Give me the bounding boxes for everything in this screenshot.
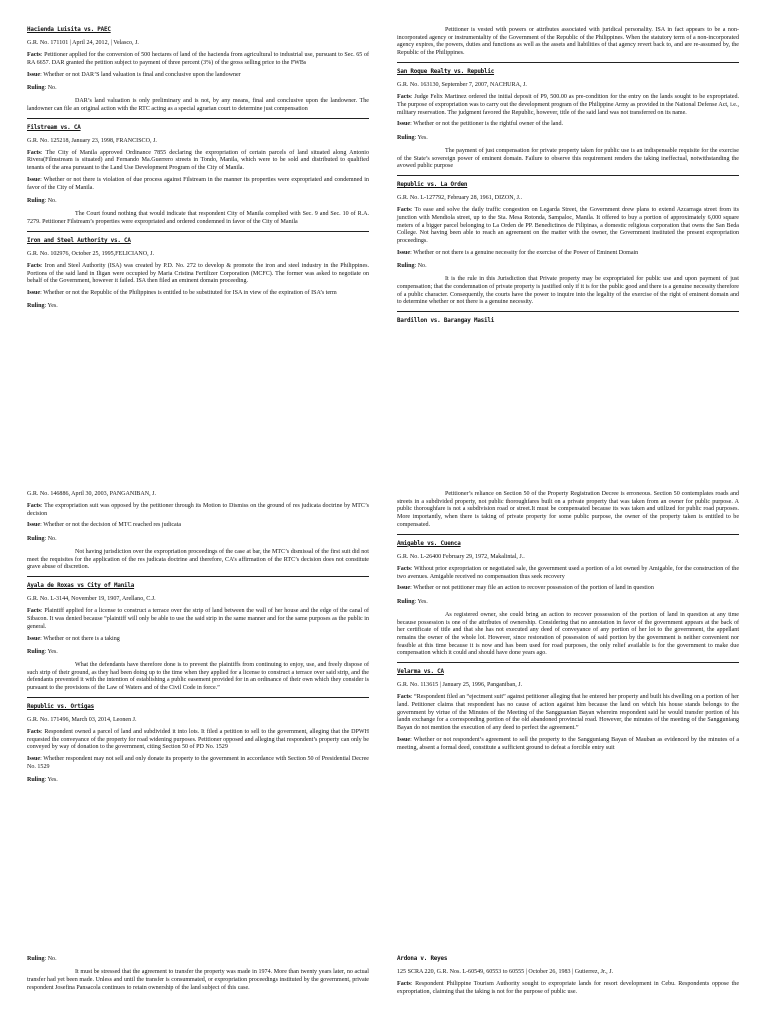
ruling-text: Yes. <box>47 303 58 310</box>
issue-label: Issue <box>397 585 411 592</box>
issue-label: Issue <box>27 177 41 184</box>
case-ruling: Ruling: No. <box>27 956 57 962</box>
case-ruling: Ruling: No. <box>397 263 427 270</box>
case-discussion: Petitioner is vested with powers or attributes associated with juridical personality. ISA in fact appears to be a non-incorporated agency or instrumentality of the Government of the Republic of the Philippines. When the statutory term of a non-incorporated agency expires, the powers, duties and functions as well as the assets and liabilities of that agency revert back to, and are re-assumed by, the Republic of the Philippines. <box>397 27 739 57</box>
ruling-label: Ruling <box>397 598 415 605</box>
ruling-text: No. <box>47 535 57 542</box>
divider <box>397 662 739 663</box>
case-title: Hacienda Luisita vs. PAEC <box>27 27 111 33</box>
issue-text: Whether or not petitioner may file an action to recover possession of the portion of land in question <box>413 585 654 592</box>
case-facts: Facts: To ease and solve the daily traffic congestion on Legarda Street, the Government drew plans to extend Azcarraga street from its junction with Mendiola street, up to the Sta. Mesa Rotonda, Sampaloc, Manila. It offered to buy a portion of approximately 6,000 square meters of a bigger parcel belonging to La Orden de PP. Benedictinos de Filipinas, a domestic religious corporation that owns the San Beda College. Not having been able to reach an agreement on the matter with the owner, the Government instituted the present expropriation proceedings. <box>397 207 739 244</box>
case-title: Republic vs. Ortigas <box>27 703 94 710</box>
case-title: Bardillon vs. Barangay Masili <box>397 318 495 325</box>
case-ruling: Ruling: Yes. <box>27 648 58 655</box>
facts-label: Facts <box>397 207 411 214</box>
case-title: Velarma vs. CA <box>397 669 444 676</box>
issue-label: Issue <box>397 249 411 256</box>
facts-text: Respondent Philippine Tourism Authority sought to expropriate lands for resort development in Cebu. Respondents oppose the expropriation, claiming that the taking is not for the purpose of public use. <box>397 981 739 995</box>
case-discussion: As registered owner, she could bring an action to recover possession of the portion of land in question at any time because possession is one of the attributes of ownership. Considering that no annotation in favor of the government appears at the back of her certificate of title and that she has not executed any deed of conveyance of any portion of her lot to the government, the appellant remains the owner of the whole lot. However, since restoration of possession of said portion by the government is neither convenient nor feasible at this time because it is now and has been used for road purposes, the only relief available is for the government to make due compensation which it could and should have done years ago. <box>397 611 739 657</box>
divider <box>27 576 369 577</box>
page3-right-column <box>397 956 739 1001</box>
case-title: Amigable vs. Cuenca <box>397 540 461 547</box>
case-title: Iron and Steel Authority vs. CA <box>27 237 131 244</box>
ruling-text: Yes. <box>417 598 428 605</box>
ruling-label: Ruling <box>27 777 45 784</box>
case-title: Republic vs. La Orden <box>397 182 468 189</box>
case-facts: Facts: Iron and Steel Authority (ISA) was created by P.D. No. 272 to develop & promote the iron and steel industry in the Philippines. Portions of the said land in Iligan were occupied by Maria Cristina Fertilizer Corporation (MCFC). The former was asked to negotiate on behalf of the Government, however it failed. ISA then filed an eminent domain proceeding. <box>27 262 369 285</box>
case-gr: G.R. No. L-26400 February 29, 1972, Makalintal, J.. <box>397 553 525 560</box>
case-discussion: It is the rule in this Jurisdiction that Private property may be expropriated for public use and upon payment of just compensation; that the condemnation of private property is justified only if it is for the public good and there is a genuine necessity therefore of a public character. Consequently, the courts have the power to inquire into the legality of the exercise of the right of eminent domain and to determine whether or not there is a genuine necessity. <box>397 276 739 306</box>
facts-label: Facts <box>27 149 41 156</box>
ruling-label: Ruling <box>27 648 45 655</box>
ruling-label: Ruling <box>397 263 415 270</box>
issue-label: Issue <box>397 737 411 743</box>
case-facts: Facts: Respondent Philippine Tourism Authority sought to expropriate lands for resort development in Cebu. Respondents oppose the expropriation, claiming that the taking is not for the purpose of public use. <box>397 981 739 995</box>
case-issue: Issue: Whether respondent may not sell and only donate its property to the government in accordance with Section 50 of Presidential Decree No. 1529 <box>27 756 369 771</box>
case-discussion: Not having jurisdiction over the expropriation proceedings of the case at bar, the MTC’s dismissal of the first suit did not meet the requisites for the application of the res judicata doctrine and therefore, CA’s affirmation of the RTC’s decision does not constitute grave abuse of discretion. <box>27 548 369 571</box>
case-issue: Issue: Whether or not petitioner may file an action to recover possession of the portion of land in question <box>397 585 654 592</box>
issue-label: Issue <box>27 522 41 529</box>
issue-label: Issue <box>27 635 41 642</box>
issue-text: Whether respondent may not sell and only donate its property to the government in accordance with Section 50 of Presidential Decree No. 1529 <box>27 756 369 771</box>
issue-text: Whether or not the petitioner is the rightful owner of the land. <box>413 121 563 128</box>
ruling-label: Ruling <box>27 956 45 962</box>
page1-left-column <box>27 27 369 315</box>
facts-label: Facts <box>397 981 411 988</box>
case-facts: Facts: Judge Felix Martinez ordered the initial deposit of P9, 500.00 as pre-condition for the entry on the lands sought to be expropriated. The purpose of expropriation was to carry out the development program of the Philippine Army as provided in the National Defense Act, i.e., military reservation. The judgment favored the Republic, however, title of the said land was not transferred on its name. <box>397 94 739 116</box>
case-issue: Issue: Whether or not the Republic of the Philippines is entitled to be substituted for ISA in view of the expiration of ISA’s term <box>27 290 337 297</box>
divider <box>397 175 739 176</box>
case-facts: Facts: Petitioner applied for the conversion of 500 hectares of land of the hacienda from agricultural to industrial use, pursuant to Sec. 65 of RA 6657. DAR granted the petition subject to payment of three percent (3%) of the gross selling price to the FWBs <box>27 52 369 66</box>
case-gr: G.R. No. 171496, March 03, 2014, Leonen J. <box>27 717 137 724</box>
case-gr: G.R. No. 146886, April 30, 2003, PANGANIBAN, J. <box>27 491 156 497</box>
case-discussion: Petitioner’s reliance on Section 50 of the Property Registration Decree is erroneous. Section 50 contemplates roads and streets in a subdivided property, not public thoroughfares built on a private property that was taken from an owner for public purpose. A public thoroughfare is not a subdivision road or street.It must be compensated because its was taken and utilized for public road purposes. More importantly, when there is taking of private property for some public purpose, the owner of the property taken is entitled to be compensated. <box>397 491 739 528</box>
issue-text: Whether or not there is a taking <box>43 635 120 642</box>
facts-text: To ease and solve the daily traffic congestion on Legarda Street, the Government drew plans to extend Azcarraga street from its junction with Mendiola street, up to the Sta. Mesa Rotonda, Sampaloc, Manila. It offered to buy a portion of approximately 6,000 square meters of a bigger parcel belonging to La Orden de PP. Benedictinos de Filipinas, a domestic religious corporation that owns the San Beda College. Not having been able to reach an agreement on the matter with the owner, the Government instituted the present expropriation proceedings. <box>397 207 739 244</box>
case-discussion: The Court found nothing that would indicate that respondent City of Manila complied with Sec. 9 and Sec. 10 of R.A. 7279. Petitioner Filstream’s properties were expropriated and ordered condemned in favor of the City of Manila <box>27 211 369 225</box>
case-gr: G.R. No. 171101 | April 24, 2012, | Velasco, J. <box>27 40 139 47</box>
facts-label: Facts <box>27 502 41 509</box>
ruling-label: Ruling <box>27 84 45 91</box>
issue-label: Issue <box>27 71 41 78</box>
case-facts: Facts: Plaintiff applied for a license to construct a terrace over the strip of land between the wall of her house and the edge of the canal of Sibacon. It was denied because “plaintiff will only be able to use the said strip in the same manner and for the same purposes as the public in general. <box>27 608 370 630</box>
facts-text: Without prior expropriation or negotiated sale, the government used a portion of a lot owned by Amigable, for the construction of the two avenues. Amigable received no compensation thus seek recovery <box>397 565 739 580</box>
ruling-label: Ruling <box>27 303 45 310</box>
case-facts: Facts: Respondent owned a parcel of land and subdivided it into lots. It filed a petition to sell to the government, alleging that the DPWH requested the conveyance of the property for road widening purposes. Petitioner opposed and alleging that respondent’s property can only be conveyed by way of donation to the government, citing Section 50 of PD No. 1529 <box>27 729 369 751</box>
issue-text: Whether or not the Republic of the Philippines is entitled to be substituted for ISA in view of the expiration of ISA’s term <box>43 290 337 297</box>
case-ruling: Ruling: No. <box>27 535 57 542</box>
divider <box>397 62 739 63</box>
divider <box>27 118 369 119</box>
case-gr: G.R. No. 113615 | January 25, 1996, Panganiban, J. <box>397 682 523 689</box>
case-ruling: Ruling: Yes. <box>27 777 58 784</box>
ruling-label: Ruling <box>27 197 45 204</box>
facts-text: Judge Felix Martinez ordered the initial deposit of P9, 500.00 as pre-condition for the entry on the lands sought to be expropriated. The purpose of expropriation was to carry out the development program of the Philippine Army as provided in the National Defense Act, i.e., military reservation. The judgment favored the Republic, however, title of the said land was not transferred on its name. <box>397 94 739 116</box>
case-ruling: Ruling: Yes. <box>27 303 58 310</box>
issue-label: Issue <box>397 121 411 128</box>
case-gr: 125 SCRA 220, G.R. Nos. L-60549, 60553 to 60555 | October 26, 1983 | Gutierrez, Jr., J. <box>397 969 614 976</box>
case-issue: Issue: Whether or not the decision of MTC reached res judicata <box>27 522 182 529</box>
page1-right-column <box>397 27 739 332</box>
issue-text: Whether or not there is violation of due process against Filstream in the manner its properties were expropriated and condemned in favor of the City of Manila. <box>27 177 369 191</box>
issue-text: Whether or not respondent’s agreement to sell the property to the Sangguniang Bayan of Mauban as evidenced by the minutes of a meeting, absent a formal deed, constitute a sufficient ground to defeat a forcible entry suit <box>397 737 739 751</box>
case-title: Ayala de Roxas vs City of Manila <box>27 583 135 590</box>
issue-label: Issue <box>27 756 41 763</box>
ruling-text: No. <box>47 197 57 204</box>
case-discussion: It must be stressed that the agreement to transfer the property was made in 1974. More than twenty years later, no actual transfer had yet been made. Unless and until the transfer is consummated, or expropriation proceedings instituted by the government, private respondent Josefina Pansacola continues to retain ownership of the land subject of this case. <box>27 969 369 991</box>
case-title: Ardona v. Reyes <box>397 956 448 962</box>
case-title: Filstream vs. CA <box>27 124 81 131</box>
page3-left-column <box>27 956 369 997</box>
case-title: San Roque Realty vs. Republic <box>397 69 495 75</box>
case-issue: Issue: Whether or not there is a taking <box>27 635 120 642</box>
divider <box>397 534 739 535</box>
facts-text: The expropriation suit was opposed by the petitioner through its Motion to Dismiss on the ground of res judicata doctrine by MTC’s decision <box>27 502 369 517</box>
issue-label: Issue <box>27 290 41 297</box>
facts-text: Respondent owned a parcel of land and subdivided it into lots. It filed a petition to sell to the government, alleging that the DPWH requested the conveyance of the property for road widening purposes. Petitioner opposed and alleging that respondent’s property can only be conveyed by way of donation to the government, citing Section 50 of PD No. 1529 <box>27 729 369 751</box>
case-issue: Issue: Whether or not DAR’S land valuation is final and conclusive upon the landowner <box>27 71 241 78</box>
facts-text: The City of Manila approved Ordinance 7855 declaring the expropriation of certain parcels of land situated along Antonio Rivera(Filmstream is situated) and Fernando Ma.Guerrero streets in Tondo, Manila, which were to be sold and distributed to qualified tenants of the area pursuant to the Land Use Development Program of the City of Manila. <box>27 149 369 172</box>
issue-text: Whether or not the decision of MTC reached res judicata <box>43 522 182 529</box>
case-facts: Facts: Without prior expropriation or negotiated sale, the government used a portion of a lot owned by Amigable, for the construction of the two avenues. Amigable received no compensation thus seek recovery <box>397 565 739 580</box>
case-discussion: DAR’s land valuation is only preliminary and is not, by any means, final and conclusive upon the landowner. The landowner can file an original action with the RTC acting as a special agrarian court to determine just compensation <box>27 98 369 112</box>
case-ruling: Ruling: No. <box>27 197 57 204</box>
facts-label: Facts <box>397 565 411 572</box>
case-facts: Facts: “Respondent filed an “ejectment suit” against petitioner alleging that he entered her property and built his dwelling on a portion of her land. Petitioner claims that respondent has no cause of action against him because the land on which his house stands belongs to the government by virtue of the Minutes of the Meeting of the Sangguanian Bayan whereim respondent said he would transfer portion of his landn exchange for a corresponding portion of the old abandoned provincial road. However, the minutes of the meeting of the Sangguniang Bayan do not mention the execution of any deed to perfect the agreement.” <box>397 694 739 732</box>
case-ruling: Ruling: No. <box>27 84 57 91</box>
divider <box>27 697 369 698</box>
facts-label: Facts <box>27 52 41 59</box>
case-ruling: Ruling: Yes. <box>397 598 428 605</box>
ruling-text: No. <box>47 84 57 91</box>
case-issue: Issue: Whether or not respondent’s agreement to sell the property to the Sangguniang Bayan of Mauban as evidenced by the minutes of a meeting, absent a formal deed, constitute a sufficient ground to defeat a forcible entry suit <box>397 737 739 751</box>
issue-text: Whether or not DAR’S land valuation is final and conclusive upon the landowner <box>43 71 241 78</box>
case-discussion: What the defendants have therefore done is to prevent the plaintiffs from continuing to enjoy, use, and freely dispose of such strip of their ground, as they had been doing up to the time when they applied for a license to construct a terrace over said strip, and the defendants prevented it with the intention of establishing a public easement provided for in an ordinance of their own which they consider is pursuant to the provisions of the Law of Waters and of the Civil Code in force.” <box>27 661 369 692</box>
facts-label: Facts <box>27 729 41 736</box>
ruling-text: Yes. <box>417 134 428 141</box>
ruling-text: No. <box>417 263 427 270</box>
case-ruling: Ruling: Yes. <box>397 134 428 141</box>
facts-label: Facts <box>27 608 41 615</box>
facts-text: Iron and Steel Authority (ISA) was created by P.D. No. 272 to develop & promote the iron and steel industry in the Philippines. Portions of the said land in Iligan were occupied by Maria Cristina Fertilizer Corporation (MCFC). The former was asked to negotiate on behalf of the Government, however it failed. ISA then filed an eminent domain proceeding. <box>27 262 369 285</box>
ruling-label: Ruling <box>397 134 415 141</box>
case-gr: G.R. No. 102976, October 25, 1995,FELICIANO, J. <box>27 250 154 257</box>
case-gr: G.R. No. L-127792, February 28, 1961, DIZON, J.. <box>397 195 522 202</box>
issue-text: Whether or not there is a genuine necessity for the exercise of the Power of Eminent Domain <box>413 249 639 256</box>
facts-label: Facts <box>397 694 411 701</box>
facts-label: Facts <box>397 94 411 101</box>
ruling-text: Yes. <box>47 648 58 655</box>
case-facts: Facts: The City of Manila approved Ordinance 7855 declaring the expropriation of certain parcels of land situated along Antonio Rivera(Filmstream is situated) and Fernando Ma.Guerrero streets in Tondo, Manila, which were to be sold and distributed to qualified tenants of the area pursuant to the Land Use Development Program of the City of Manila. <box>27 149 369 172</box>
case-gr: G.R. No. 125218, January 23, 1998, FRANCISCO, J. <box>27 137 157 144</box>
page2-right-column <box>397 491 739 757</box>
facts-text: Petitioner applied for the conversion of 500 hectares of land of the hacienda from agricultural to industrial use, pursuant to Sec. 65 of RA 6657. DAR granted the petition subject to payment of three percent (3%) of the gross selling price to the FWBs <box>27 52 369 66</box>
case-issue: Issue: Whether or not there is violation of due process against Filstream in the manner its properties were expropriated and condemned in favor of the City of Manila. <box>27 177 369 191</box>
case-issue: Issue: Whether or not there is a genuine necessity for the exercise of the Power of Eminent Domain <box>397 249 639 256</box>
ruling-label: Ruling <box>27 535 45 542</box>
facts-label: Facts <box>27 262 41 269</box>
divider <box>397 311 739 312</box>
case-gr: G.R. No. 163130, September 7, 2007, NACHURA, J. <box>397 82 527 89</box>
page2-left-column <box>27 491 369 789</box>
case-gr: G.R. No. L-3144, November 19, 1907, Arellano, C.J. <box>27 596 156 603</box>
case-facts: Facts: The expropriation suit was opposed by the petitioner through its Motion to Dismiss on the ground of res judicata doctrine by MTC’s decision <box>27 502 369 517</box>
facts-text: Plaintiff applied for a license to construct a terrace over the strip of land between the wall of her house and the edge of the canal of Sibacon. It was denied because “plaintiff will only be able to use the said strip in the same manner and for the same purposes as the public in general. <box>27 608 370 630</box>
ruling-text: Yes. <box>47 777 58 784</box>
ruling-text: No. <box>47 956 57 962</box>
divider <box>27 231 369 232</box>
facts-text: “Respondent filed an “ejectment suit” against petitioner alleging that he entered her property and built his dwelling on a portion of her land. Petitioner claims that respondent has no cause of action against him because the land on which his house stands belongs to the government by virtue of the Minutes of the Meeting of the Sangguanian Bayan whereim respondent said he would transfer portion of his landn exchange for a corresponding portion of the old abandoned provincial road. However, the minutes of the meeting of the Sangguniang Bayan do not mention the execution of any deed to perfect the agreement.” <box>397 694 739 732</box>
case-discussion: The payment of just compensation for private property taken for public use is an indispensable requisite for the exercise of the State’s sovereign power of eminent domain. Failure to observe this requirement renders the taking ineffectual, notwithstanding the avowed public purpose <box>397 147 739 170</box>
case-issue: Issue: Whether or not the petitioner is the rightful owner of the land. <box>397 121 563 128</box>
